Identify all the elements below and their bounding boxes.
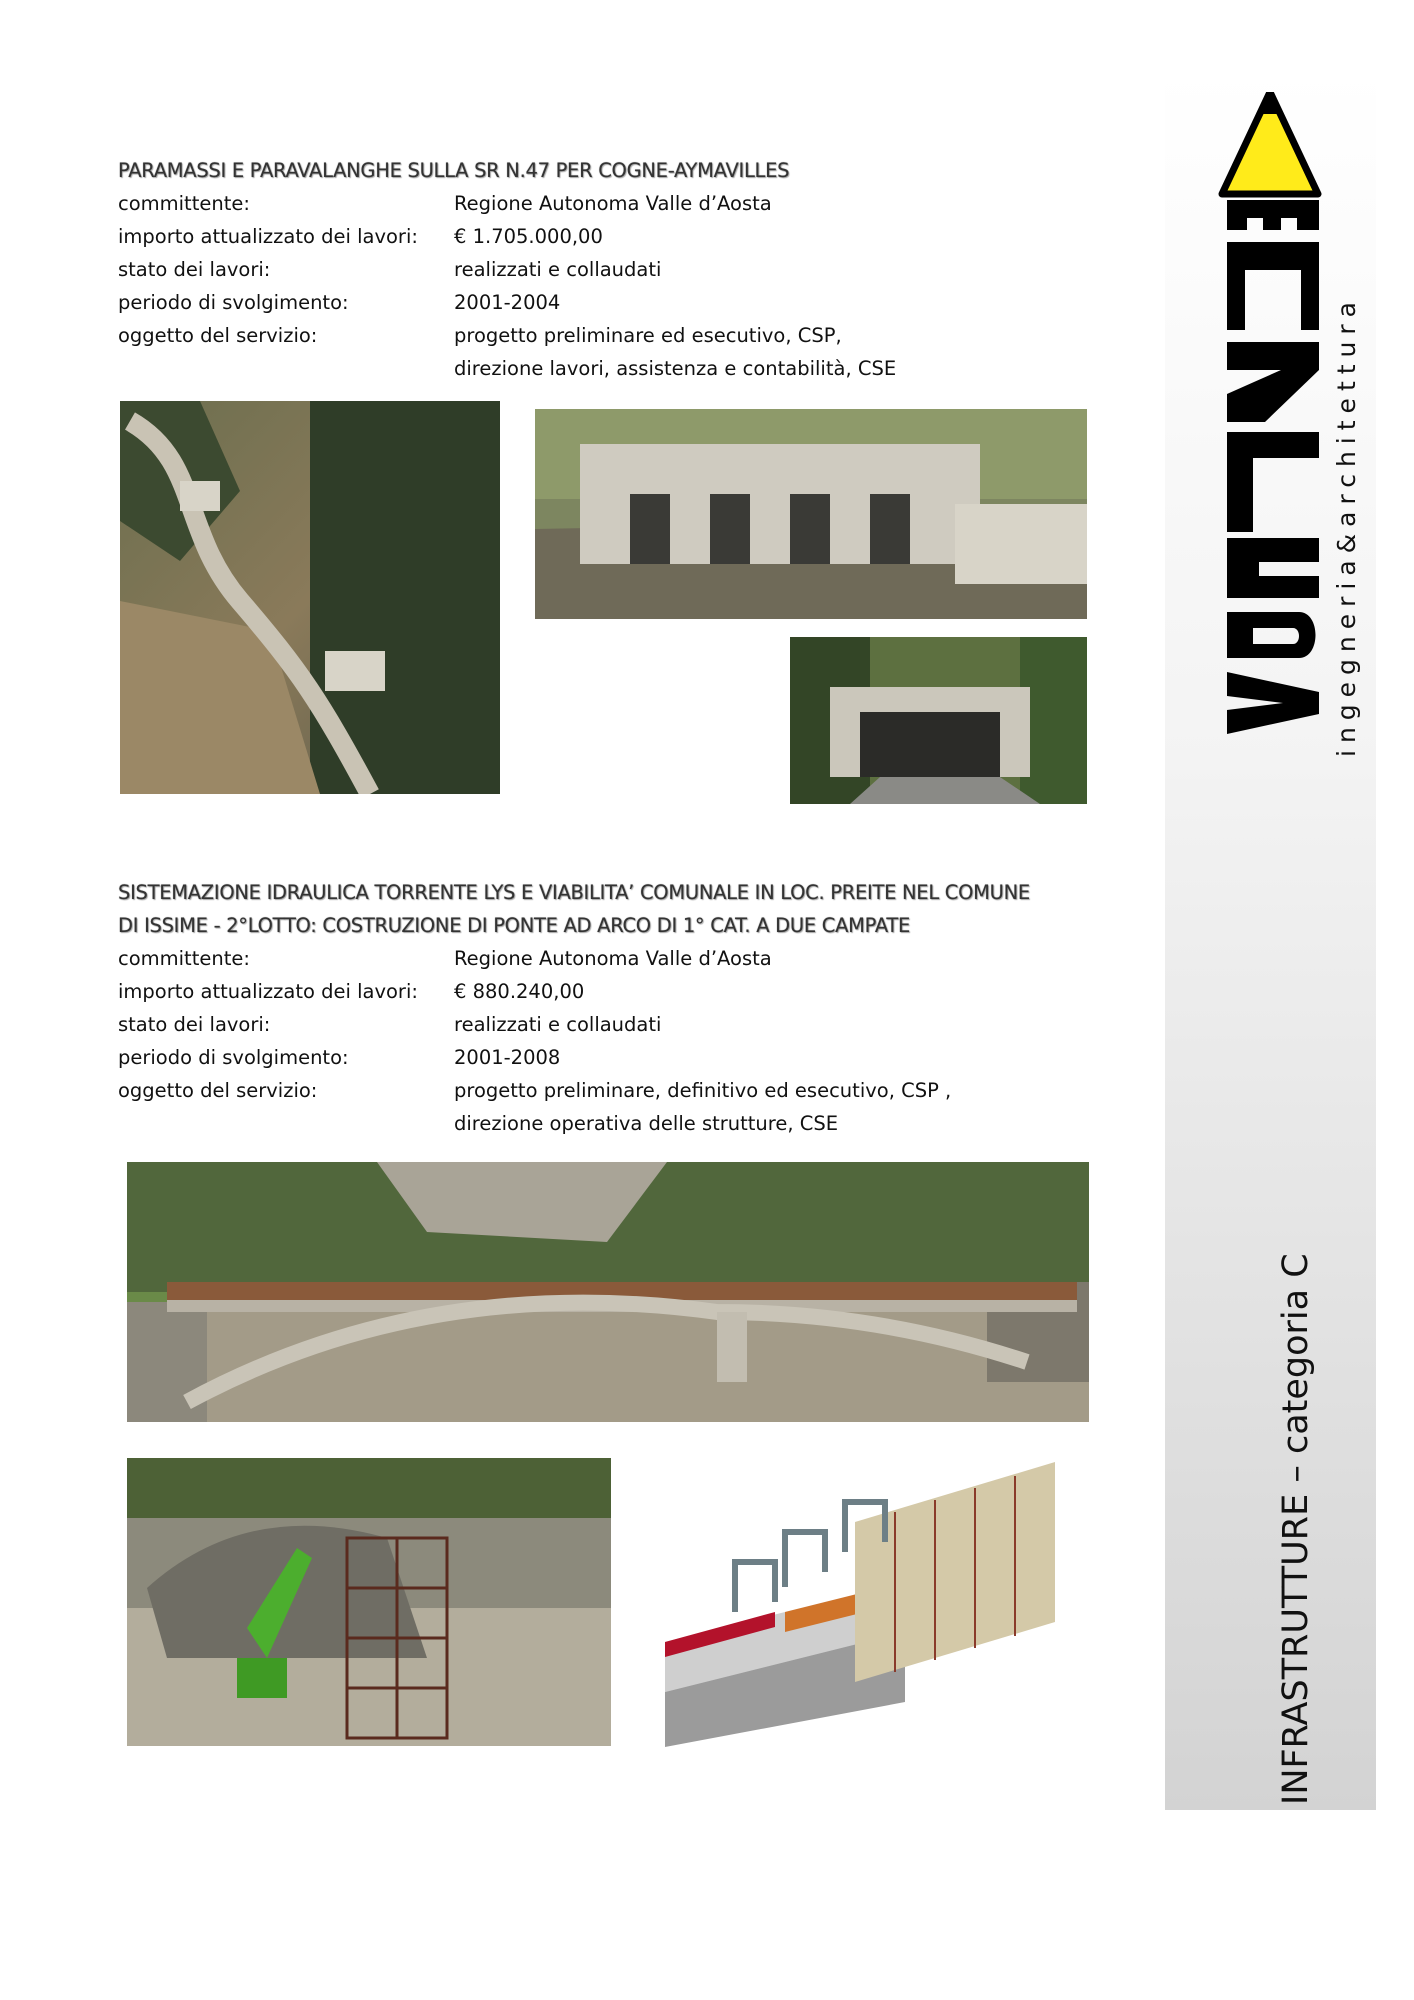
info-value: Regione Autonoma Valle d’Aosta bbox=[454, 192, 772, 215]
project-title: DI ISSIME - 2°LOTTO: COSTRUZIONE DI PONTE AD ARCO DI 1° CAT. A DUE CAMPATE bbox=[118, 914, 911, 937]
info-label: stato dei lavori: bbox=[118, 1013, 271, 1036]
info-row bbox=[118, 1107, 1118, 1140]
info-value: 2001-2004 bbox=[454, 291, 561, 314]
info-value: progetto preliminare ed esecutivo, CSP, bbox=[454, 324, 842, 347]
info-label: oggetto del servizio: bbox=[118, 1079, 318, 1102]
info-row bbox=[118, 1008, 1118, 1041]
info-row bbox=[118, 942, 1118, 975]
info-value: € 1.705.000,00 bbox=[454, 225, 603, 248]
gallery-aerial-photo bbox=[120, 401, 500, 794]
project-section-2 bbox=[118, 876, 1118, 1140]
company-logo bbox=[1205, 92, 1375, 772]
info-row bbox=[118, 352, 1118, 385]
project-title: SISTEMAZIONE IDRAULICA TORRENTE LYS E VIABILITA’ COMUNALE IN LOC. PREITE NEL COMUNE bbox=[118, 881, 1030, 904]
info-label bbox=[118, 352, 454, 385]
info-label: stato dei lavori: bbox=[118, 258, 271, 281]
project-section-1 bbox=[118, 154, 1118, 385]
info-value: realizzati e collaudati bbox=[454, 258, 662, 281]
info-row bbox=[118, 220, 1118, 253]
gallery-portal-photo bbox=[790, 637, 1087, 804]
deck-model-render bbox=[655, 1462, 1060, 1747]
info-label: periodo di svolgimento: bbox=[118, 291, 349, 314]
info-value: realizzati e collaudati bbox=[454, 1013, 662, 1036]
category-caption: INFRASTRUTTURE – categoria C bbox=[1276, 1253, 1316, 1805]
bridge-construction-photo bbox=[127, 1458, 611, 1746]
gallery-front-photo bbox=[535, 409, 1087, 619]
logo-tagline: ingegneria&architettura bbox=[1332, 295, 1361, 757]
info-row bbox=[118, 253, 1118, 286]
arch-bridge-photo bbox=[127, 1162, 1089, 1422]
info-label bbox=[118, 1107, 454, 1140]
info-row bbox=[118, 1041, 1118, 1074]
info-label: importo attualizzato dei lavori: bbox=[118, 225, 418, 248]
info-value: direzione lavori, assistenza e contabilità, CSE bbox=[454, 357, 897, 380]
info-row bbox=[118, 286, 1118, 319]
info-row bbox=[118, 975, 1118, 1008]
info-label: committente: bbox=[118, 947, 250, 970]
info-label: importo attualizzato dei lavori: bbox=[118, 980, 418, 1003]
info-value: direzione operativa delle strutture, CSE bbox=[454, 1112, 839, 1135]
info-value: progetto preliminare, definitivo ed esecutivo, CSP , bbox=[454, 1079, 952, 1102]
info-row bbox=[118, 319, 1118, 352]
info-value: Regione Autonoma Valle d’Aosta bbox=[454, 947, 772, 970]
info-label: periodo di svolgimento: bbox=[118, 1046, 349, 1069]
info-row bbox=[118, 187, 1118, 220]
project-title: PARAMASSI E PARAVALANGHE SULLA SR N.47 PER COGNE-AYMAVILLES bbox=[118, 159, 790, 182]
info-row bbox=[118, 1074, 1118, 1107]
info-label: committente: bbox=[118, 192, 250, 215]
info-label: oggetto del servizio: bbox=[118, 324, 318, 347]
info-value: 2001-2008 bbox=[454, 1046, 561, 1069]
info-value: € 880.240,00 bbox=[454, 980, 585, 1003]
